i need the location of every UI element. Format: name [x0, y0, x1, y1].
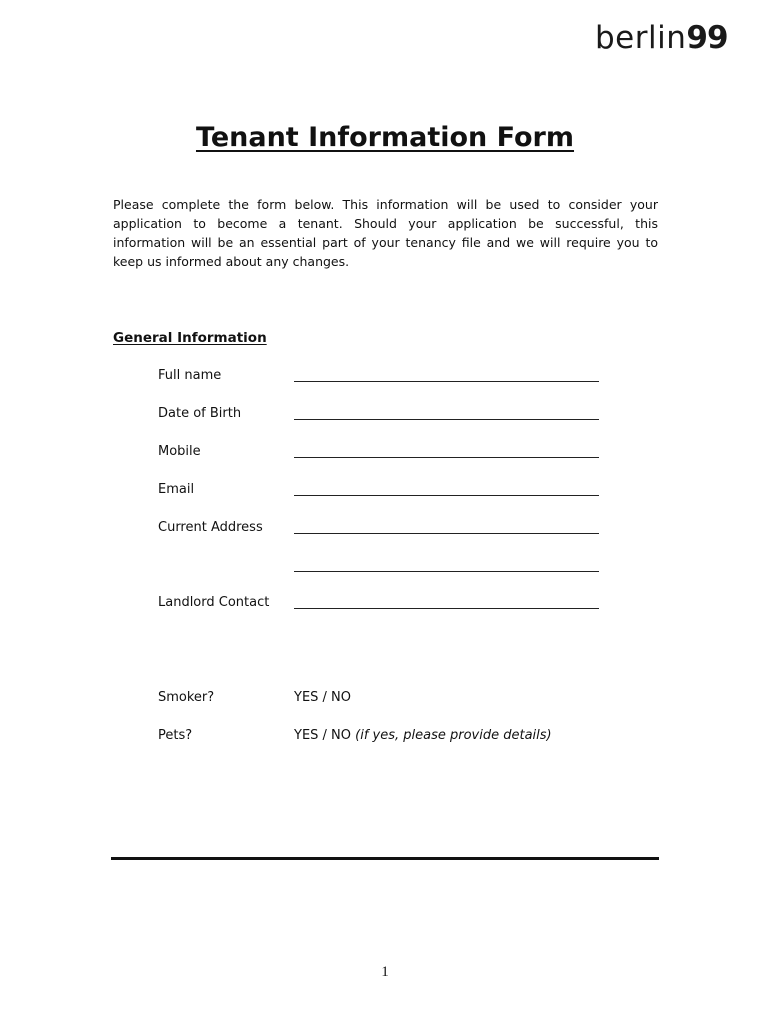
date-of-birth-label: Date of Birth: [158, 406, 242, 421]
full-name-label: Full name: [158, 368, 222, 383]
form-title: Tenant Information Form: [195, 122, 575, 153]
smoker-options[interactable]: [294, 688, 351, 708]
landlord-contact-label: Landlord Contact: [158, 595, 270, 610]
general-information-heading: General Information: [113, 330, 267, 346]
section-divider: [111, 857, 659, 860]
logo-number: 99: [686, 20, 728, 56]
email-label: Email: [158, 482, 195, 497]
date-of-birth-line[interactable]: [294, 419, 599, 420]
smoker-label: Smoker?: [158, 690, 215, 705]
full-name-line[interactable]: [294, 381, 599, 382]
page-number: 1: [381, 964, 389, 980]
current-address-label: Current Address: [158, 520, 263, 535]
current-address-line-1[interactable]: [294, 533, 599, 534]
pets-yes-no[interactable]: YES / NO: [294, 728, 352, 743]
landlord-contact-line[interactable]: [294, 608, 599, 609]
pets-options[interactable]: [294, 726, 552, 746]
berlin99-logo: [595, 18, 728, 58]
mobile-label: Mobile: [158, 444, 201, 459]
email-line[interactable]: [294, 495, 599, 496]
pets-label: Pets?: [158, 728, 193, 743]
smoker-yes-no[interactable]: YES / NO: [294, 690, 352, 705]
intro-paragraph: Please complete the form below. This information will be used to consider your application to become a tenant. Should your application be successful, this information will be an essential part of your tenancy file and we will require you to keep us informed about any changes.: [113, 197, 658, 269]
logo-word: berlin: [595, 20, 687, 56]
pets-details-note: (if yes, please provide details): [355, 728, 552, 743]
current-address-line-2[interactable]: [294, 571, 599, 572]
mobile-line[interactable]: [294, 457, 599, 458]
